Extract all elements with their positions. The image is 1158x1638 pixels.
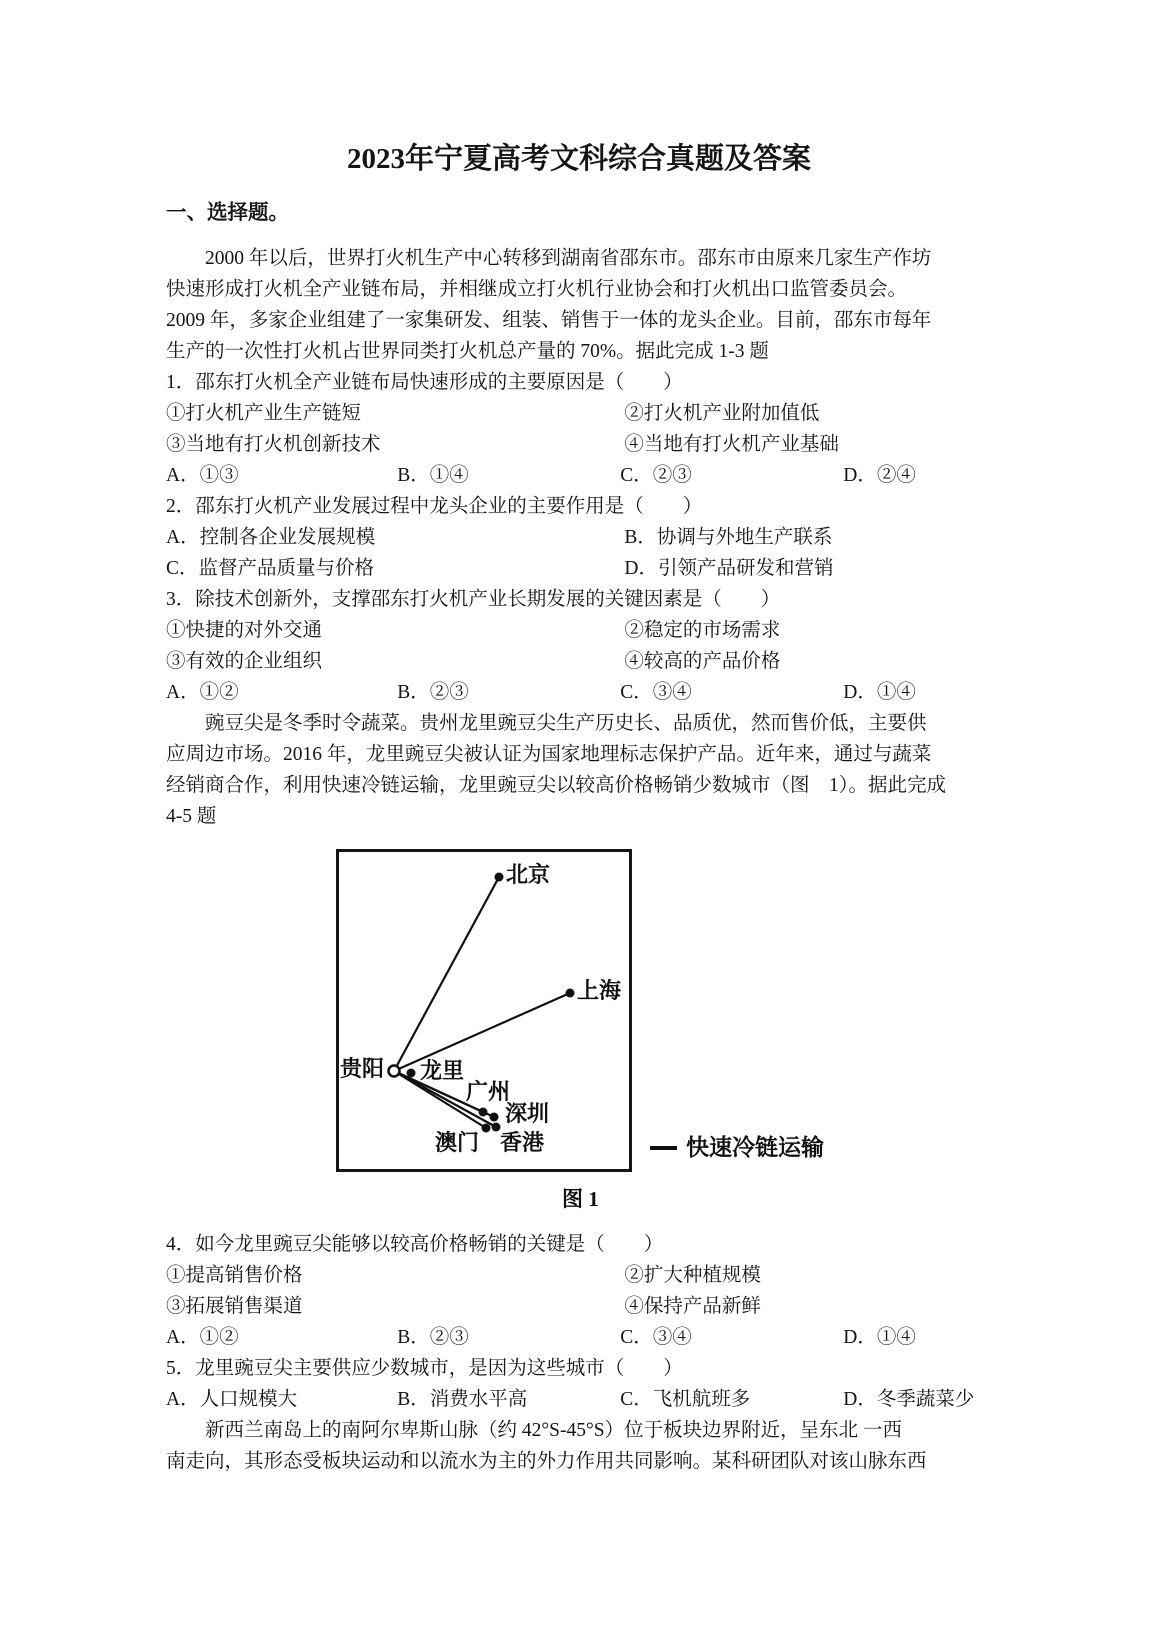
option-row — [166, 429, 992, 460]
passage-line: 4-5 题 — [166, 806, 217, 827]
section-heading: 一、选择题。 — [166, 202, 289, 224]
question-stem: 1．邵东打火机全产业链布局快速形成的主要原因是（ ） — [166, 372, 683, 393]
shenzhen-dot — [490, 1113, 499, 1122]
passage-line: 2009 年，多家企业组建了一家集研发、组装、销售于一体的龙头企业。目前，邵东市每年 — [166, 310, 932, 331]
question-4 — [166, 1229, 992, 1353]
answer-choice: C．③④ — [620, 682, 692, 703]
passage-line: 经销商合作，利用快速冷链运输，龙里豌豆尖以较高价格畅销少数城市（图 1）。据此完成 — [166, 775, 947, 796]
answer-row — [166, 677, 992, 708]
passage-line: 应周边市场。2016 年，龙里豌豆尖被认证为国家地理标志保护产品。近年来，通过与蔬菜 — [166, 744, 932, 765]
option-row — [166, 1260, 992, 1291]
cold-chain-map — [336, 849, 632, 1172]
answer-choice: B．②③ — [397, 1327, 469, 1348]
answer-choice: A．①③ — [166, 465, 239, 486]
answer-choice: B．消费水平高 — [397, 1389, 528, 1410]
answer-row — [166, 460, 992, 491]
passage-line: 新西兰南岛上的南阿尔卑斯山脉（约 42°S-45°S）位于板块边界附近，呈东北 一西 — [205, 1420, 903, 1441]
figure-caption: 图 1 — [562, 1187, 599, 1211]
shanghai-dot — [566, 989, 575, 998]
answer-choice: D．①④ — [843, 682, 916, 703]
option-item: ④较高的产品价格 — [624, 651, 781, 672]
passage-line: 2000 年以后，世界打火机生产中心转移到湖南省邵东市。邵东市由原来几家生产作坊 — [205, 248, 932, 269]
macau-dot — [482, 1124, 491, 1133]
city-label-macau: 澳门 — [435, 1130, 480, 1155]
answer-choice: A．①② — [166, 1327, 239, 1348]
passage-line: 豌豆尖是冬季时令蔬菜。贵州龙里豌豆尖生产历史长、品质优，然而售价低，主要供 — [205, 713, 927, 734]
option-row — [166, 646, 992, 677]
option-item: ④当地有打火机产业基础 — [624, 434, 839, 455]
option-item: ②打火机产业附加值低 — [624, 403, 820, 424]
option-row — [166, 553, 992, 584]
city-label-hongkong: 香港 — [500, 1130, 545, 1155]
transport-routes-graphic — [339, 852, 629, 1169]
option-item: ③有效的企业组织 — [166, 651, 323, 672]
route-line-swatch — [650, 1146, 677, 1150]
option-item: ②稳定的市场需求 — [624, 620, 781, 641]
option-item: A．控制各企业发展规模 — [166, 527, 376, 548]
passage-new-zealand — [166, 1415, 992, 1477]
passage-line: 生产的一次性打火机占世界同类打火机总产量的 70%。据此完成 1-3 题 — [166, 341, 769, 362]
passage-pea-tips — [166, 708, 992, 832]
passage-line: 快速形成打火机全产业链布局，并相继成立打火机行业协会和打火机出口监管委员会。 — [166, 279, 908, 300]
city-label-guiyang: 贵阳 — [340, 1056, 385, 1081]
longli-dot — [407, 1069, 416, 1078]
answer-choice: C．②③ — [620, 465, 692, 486]
option-item: B．协调与外地生产联系 — [624, 527, 833, 548]
option-row — [166, 522, 992, 553]
figure-1 — [166, 832, 992, 1229]
page-title: 2023年宁夏高考文科综合真题及答案 — [346, 143, 811, 175]
city-label-longli: 龙里 — [420, 1058, 465, 1083]
option-item: ④保持产品新鲜 — [624, 1296, 761, 1317]
legend-label: 快速冷链运输 — [686, 1135, 824, 1160]
question-stem: 3．除技术创新外，支撑邵东打火机产业长期发展的关键因素是（ ） — [166, 589, 781, 610]
answer-choice: C．③④ — [620, 1327, 692, 1348]
option-item: ①打火机产业生产链短 — [166, 403, 362, 424]
option-item: ②扩大种植规模 — [624, 1265, 761, 1286]
city-label-shanghai: 上海 — [577, 978, 622, 1003]
option-item: D．引领产品研发和营销 — [624, 558, 834, 579]
option-item: ③当地有打火机创新技术 — [166, 434, 381, 455]
answer-choice: B．①④ — [397, 465, 469, 486]
answer-choice: D．冬季蔬菜少 — [843, 1389, 975, 1410]
answer-choice: C．飞机航班多 — [620, 1389, 751, 1410]
question-2 — [166, 491, 992, 584]
answer-row — [166, 1384, 992, 1415]
option-item: ①提高销售价格 — [166, 1265, 303, 1286]
option-row — [166, 615, 992, 646]
document-content — [166, 0, 992, 1477]
guiyang-circle — [389, 1066, 400, 1077]
question-3 — [166, 584, 992, 708]
option-row — [166, 398, 992, 429]
guangzhou-dot — [479, 1108, 488, 1117]
answer-row — [166, 1322, 992, 1353]
question-5 — [166, 1353, 992, 1415]
beijing-dot — [495, 873, 504, 882]
answer-choice: D．②④ — [843, 465, 916, 486]
answer-choice: B．②③ — [397, 682, 469, 703]
option-item: ①快捷的对外交通 — [166, 620, 323, 641]
city-label-guangzhou: 广州 — [466, 1079, 511, 1104]
question-stem: 2．邵东打火机产业发展过程中龙头企业的主要作用是（ ） — [166, 496, 703, 517]
city-label-shenzhen: 深圳 — [505, 1101, 550, 1126]
passage-line: 南走向，其形态受板块运动和以流水为主的外力作用共同影响。某科研团队对该山脉东西 — [166, 1451, 927, 1472]
map-legend — [650, 1132, 824, 1163]
question-stem: 5．龙里豌豆尖主要供应少数城市，是因为这些城市（ ） — [166, 1358, 683, 1379]
question-1 — [166, 367, 992, 491]
city-label-beijing: 北京 — [506, 862, 551, 887]
answer-choice: A．①② — [166, 682, 239, 703]
passage-lighters — [166, 243, 992, 367]
option-item: C．监督产品质量与价格 — [166, 558, 375, 579]
option-item: ③拓展销售渠道 — [166, 1296, 303, 1317]
question-stem: 4．如今龙里豌豆尖能够以较高价格畅销的关键是（ ） — [166, 1234, 664, 1255]
answer-choice: A．人口规模大 — [166, 1389, 298, 1410]
option-row — [166, 1291, 992, 1322]
answer-choice: D．①④ — [843, 1327, 916, 1348]
